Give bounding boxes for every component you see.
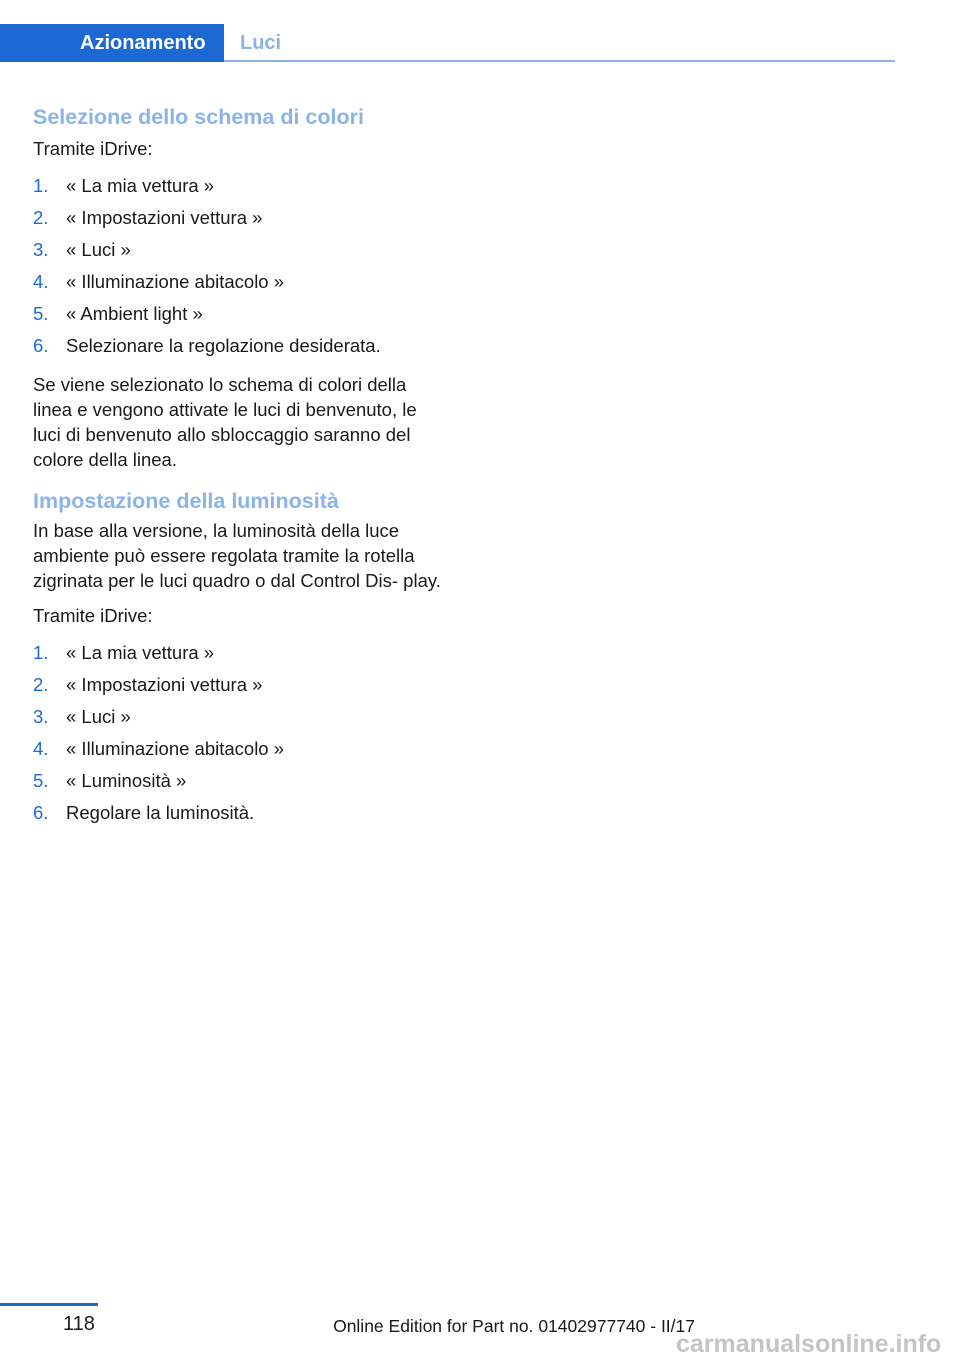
step-number: 6. (33, 802, 49, 823)
header-chapter-tab[interactable] (240, 24, 281, 62)
list-item (33, 797, 448, 829)
header-section-tab[interactable] (0, 24, 224, 62)
list-item (33, 765, 448, 797)
list-item (33, 733, 448, 765)
page-content (33, 100, 448, 839)
section2-intro: Tramite iDrive: (33, 605, 153, 626)
footer-divider (0, 1303, 98, 1306)
section1-intro: Tramite iDrive: (33, 138, 153, 159)
step-text: « Ambient light » (66, 303, 203, 324)
list-item (33, 266, 448, 298)
step-number: 3. (33, 706, 49, 727)
step-text: « Luci » (66, 706, 131, 727)
step-text: « Luci » (66, 239, 131, 260)
list-item (33, 234, 448, 266)
step-number: 5. (33, 770, 49, 791)
watermark: carmanualsonline.info (676, 1330, 942, 1358)
step-text: « Impostazioni vettura » (66, 207, 263, 228)
step-text: Selezionare la regolazione desiderata. (66, 335, 381, 356)
step-text: « Illuminazione abitacolo » (66, 738, 285, 759)
list-item (33, 202, 448, 234)
list-item (33, 298, 448, 330)
step-number: 4. (33, 738, 49, 759)
section2-body: In base alla versione, la luminosità della luce ambiente può essere regolata tramite la rotella zigrinata per le luci quadro o dal Control Dis- play. (33, 520, 441, 591)
step-number: 4. (33, 271, 49, 292)
section1-steps (33, 170, 448, 362)
section2-steps (33, 637, 448, 829)
list-item (33, 170, 448, 202)
list-item (33, 330, 448, 362)
section-title-brightness: Impostazione della luminosità (33, 489, 339, 513)
step-text: « Luminosità » (66, 770, 187, 791)
step-text: Regolare la luminosità. (66, 802, 255, 823)
step-number: 6. (33, 335, 49, 356)
header-section-label: Azionamento (80, 32, 206, 54)
list-item (33, 701, 448, 733)
step-number: 2. (33, 674, 49, 695)
header-chapter-label: Luci (240, 32, 282, 54)
page-number: 118 (63, 1313, 95, 1335)
step-text: « Illuminazione abitacolo » (66, 271, 285, 292)
section1-note: Se viene selezionato lo schema di colori della linea e vengono attivate le luci di benvenuto, le luci di benvenuto allo sbloccaggio saranno del colore della linea. (33, 374, 417, 470)
step-number: 1. (33, 642, 49, 663)
edition-info: Online Edition for Part no. 01402977740 - II/17 (333, 1316, 695, 1336)
list-item (33, 669, 448, 701)
step-text: « Impostazioni vettura » (66, 674, 263, 695)
section-title-color-scheme: Selezione dello schema di colori (33, 105, 364, 129)
step-number: 3. (33, 239, 49, 260)
step-text: « La mia vettura » (66, 175, 215, 196)
step-number: 5. (33, 303, 49, 324)
step-number: 1. (33, 175, 49, 196)
step-number: 2. (33, 207, 49, 228)
header-divider (224, 60, 895, 62)
step-text: « La mia vettura » (66, 642, 215, 663)
list-item (33, 637, 448, 669)
